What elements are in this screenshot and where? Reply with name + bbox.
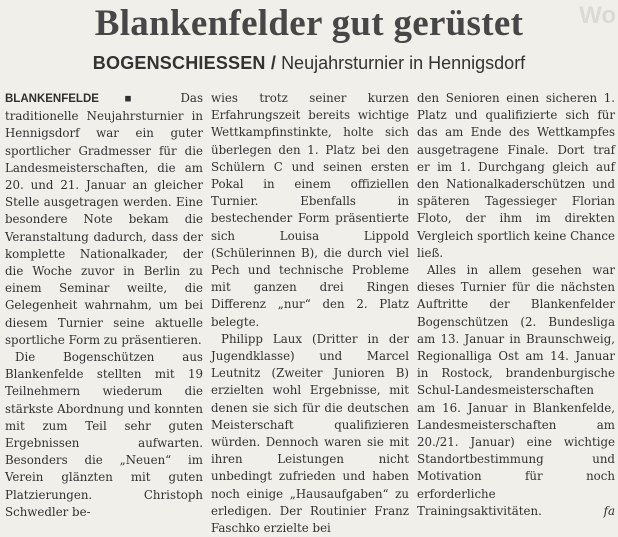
dateline: BLANKENFELDE ■: [5, 93, 155, 105]
kicker: BOGENSCHIESSEN /: [92, 53, 277, 73]
paragraph-text: Alles in allem gesehen war dieses Turnier für die nächsten Auftritte der Blankenfelder Bogenschützen (2. Bundesliga am 13. Januar in Braunschweig, Regionalliga Ost am 14. Januar in Rostock, brandenburgische Schul-Landesmeisterschaften am 16. Januar in Blankenfelde, Landesmeisterschaften am 20./21. Januar) eine wichtige Standortbestimmung und Motivation für noch erforderliche Trainingsaktivitäten.: [417, 263, 615, 518]
paragraph: den Senioren einen sicheren 1. Platz und qualifizierte sich für das am Ende des Wettkampfes ausgetragene Finale. Dort traf er im 1. Durchgang gleich auf den Nationalkaderschützen und späteren Tagessieger Florian Floto, der ihm im direkten Vergleich sportlich keine Chance ließ.: [417, 91, 615, 260]
column-3: [417, 90, 615, 518]
paragraph-text: Das traditionelle Neujahrsturnier in Hennigsdorf war ein guter sportlicher Gradmesser für die Landesmeisterschaften, die am 20. und 21. Januar an gleicher Stelle ausgetragen werden. Eine besondere Note bekam die Veranstaltung dadurch, dass der komplette Nationalkader, der die Woche zuvor in Berlin zu einem Seminar weilte, die Gelegenheit wahrnahm, um bei diesem Turnier seine aktuelle sportliche Form zu präsentieren.: [5, 91, 203, 347]
author-signature: fa: [603, 503, 615, 518]
subheadline: [0, 52, 618, 74]
adjacent-article-fragment: Wo: [579, 2, 616, 29]
paragraph: Die Bogenschützen aus Blankenfelde stellten mit 19 Teilnehmern wiederum die stärkste Abordnung und konnten mit zum Teil sehr guten Ergebnissen aufwarten. Besonders die „Neuen“ im Verein glänzten mit guten Platzierungen. Christoph Schwedler be-: [5, 350, 203, 519]
article-body: [5, 90, 615, 536]
column-1: [5, 90, 203, 519]
column-2: [211, 90, 409, 536]
subtitle: Neujahrsturnier in Hennigsdorf: [281, 53, 526, 73]
paragraph: [5, 90, 203, 349]
paragraph: Philipp Laux (Dritter in der Jugendklasse) und Marcel Leutnitz (Zweiter Junioren B) erzielten wohl Ergebnisse, mit denen sie sich für die deutschen Meisterschaft qualifizieren würden. Dennoch waren sie mit ihren Leistungen nicht unbedingt zufrieden und haben noch einige „Hausaufgaben“ zu erledigen. Der Routinier Franz Faschko erzielte bei: [211, 331, 409, 536]
headline: Blankenfelder gut gerüstet: [94, 3, 524, 44]
paragraph: [417, 262, 615, 520]
paragraph: wies trotz seiner kurzen Erfahrungszeit bereits wichtige Wettkampfinstinkte, holte sich überlegen den 1. Platz bei den Schülern C und seinen ersten Pokal in einem offiziellen Turnier. Ebenfalls in bestechender Form präsentierte sich Louisa Lippold (Schülerinnen B), die durch viel Pech und technische Probleme mit ganzen drei Ringen Differenz „nur“ den 2. Platz belegte.: [211, 91, 409, 329]
